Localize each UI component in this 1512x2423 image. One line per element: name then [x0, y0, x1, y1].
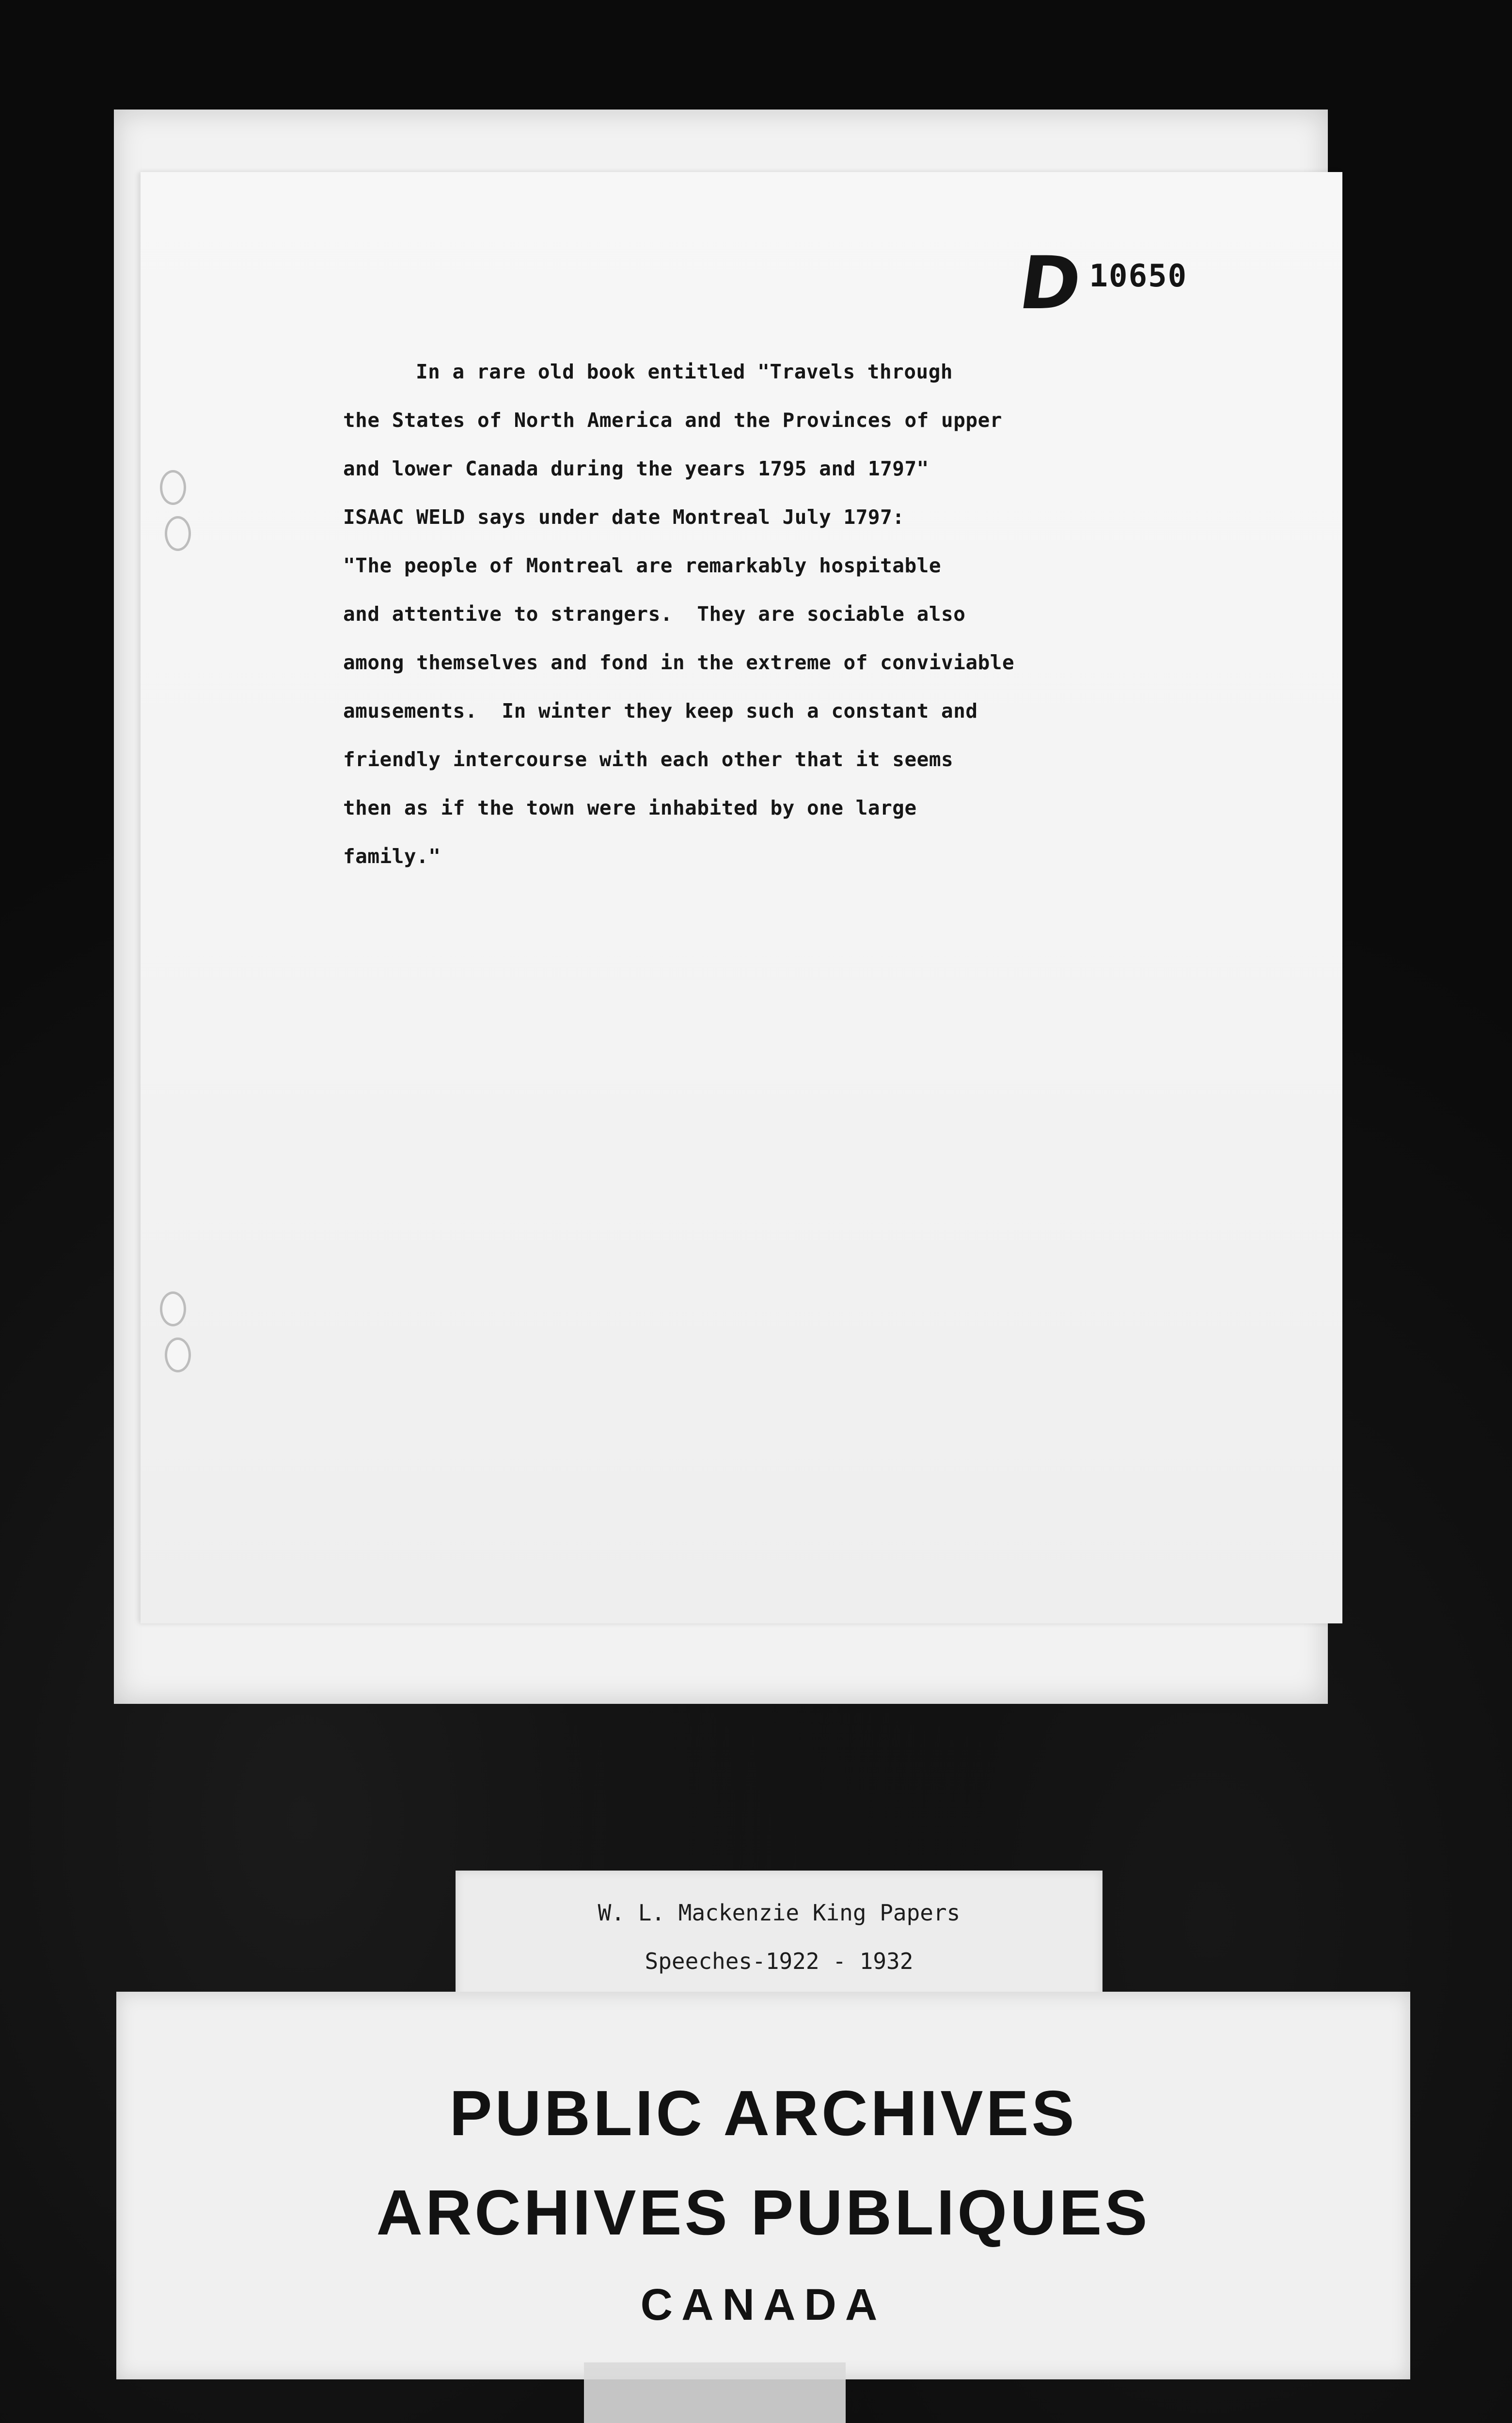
- text-line: the States of North America and the Provinces of upper: [343, 409, 1002, 432]
- typed-quotation: [343, 347, 1167, 881]
- document-reference-number: [1014, 241, 1188, 326]
- text-line: In a rare old book entitled "Travels through: [416, 360, 953, 383]
- collection-name: W. L. Mackenzie King Papers: [598, 1900, 961, 1926]
- text-line: and lower Canada during the years 1795 and 1797": [343, 457, 929, 480]
- text-line: friendly intercourse with each other that it seems: [343, 748, 954, 771]
- text-line: "The people of Montreal are remarkably hospitable: [343, 554, 942, 577]
- reference-letter: D: [1014, 241, 1087, 326]
- collection-series: Speeches-1922 - 1932: [645, 1948, 914, 1974]
- punch-hole: [165, 516, 191, 551]
- archives-title-english: PUBLIC ARCHIVES: [449, 2077, 1077, 2149]
- archives-banner: [116, 1992, 1410, 2379]
- collection-label: [456, 1871, 1102, 2011]
- text-line: ISAAC WELD says under date Montreal July 1797:: [343, 505, 905, 529]
- text-line: amusements. In winter they keep such a constant and: [343, 699, 978, 723]
- punch-hole: [165, 1337, 191, 1372]
- text-line: among themselves and fond in the extreme of conviviable: [343, 651, 1015, 674]
- punch-hole: [160, 470, 186, 505]
- text-line: family.": [343, 845, 441, 868]
- reference-digits: 10650: [1089, 258, 1188, 294]
- punch-hole: [160, 1291, 186, 1326]
- tape-strip: [584, 2362, 846, 2423]
- text-line: then as if the town were inhabited by one large: [343, 796, 917, 819]
- archives-country: CANADA: [640, 2280, 886, 2329]
- text-line: and attentive to strangers. They are sociable also: [343, 602, 966, 626]
- archives-title-french: ARCHIVES PUBLIQUES: [376, 2177, 1150, 2248]
